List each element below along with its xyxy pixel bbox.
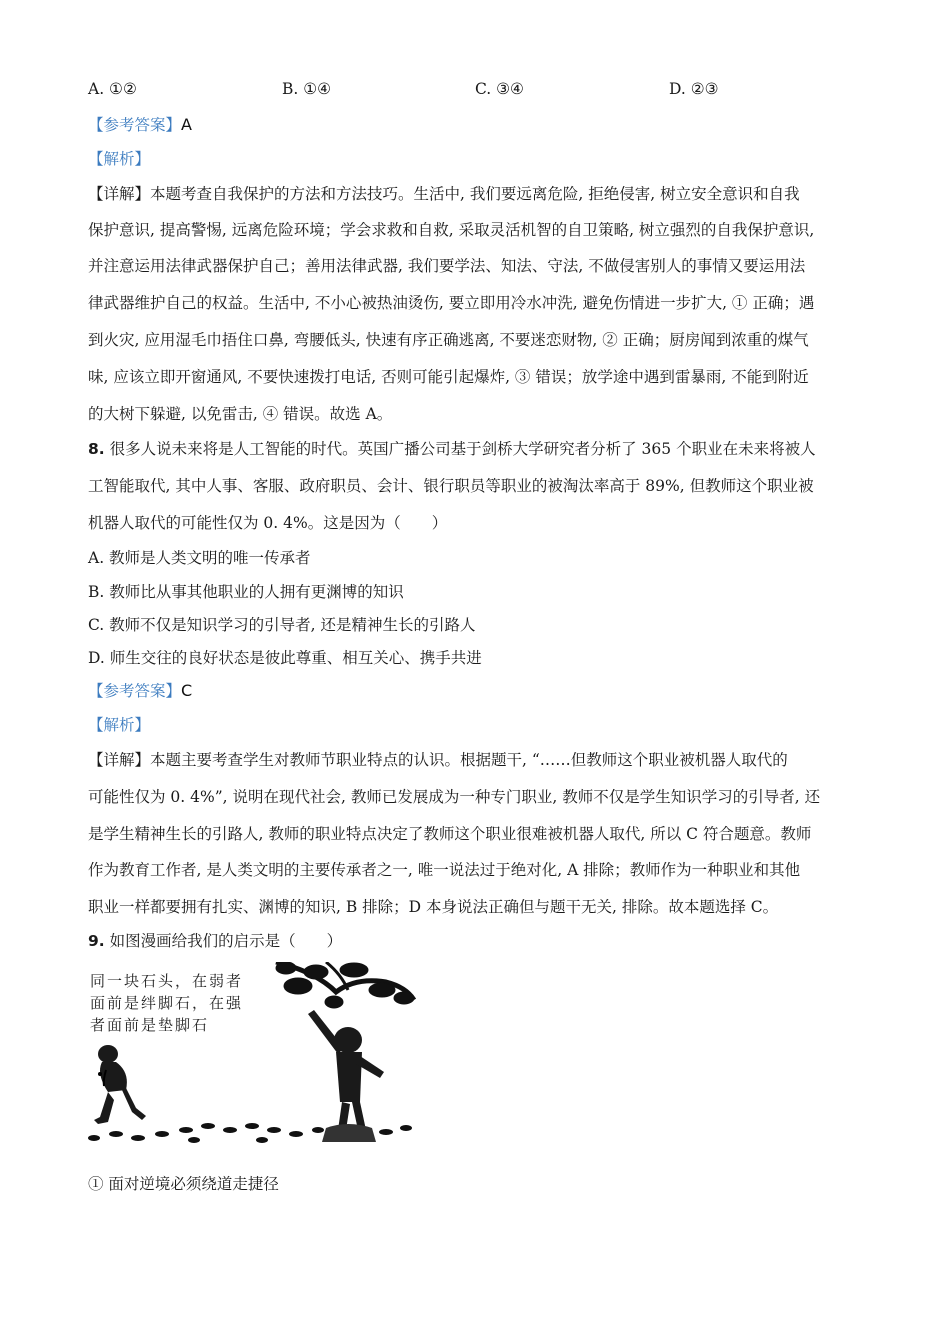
q8-option-b: B. 教师比从事其他职业的人拥有更渊博的知识 (88, 583, 404, 601)
q9-number: 9. (88, 932, 105, 950)
comic-illustration (86, 962, 416, 1147)
q7-detail-line: 的大树下躲避, 以免雷击, ④ 错误。故选 A。 (88, 405, 393, 423)
q7-detail-line: 并注意运用法律武器保护自己；善用法律武器, 我们要学法、知法、守法, 不做侵害别人的事情又要运用法 (88, 257, 806, 275)
q8-stem-line (88, 437, 816, 461)
q7-detail-line: 律武器维护自己的权益。生活中, 不小心被热油烫伤, 要立即用冷水冲洗, 避免伤情进一步扩大, ① 正确；遇 (88, 294, 815, 312)
q7-detail-line: 味, 应该立即开窗通风, 不要快速拨打电话, 否则可能引起爆炸, ③ 错误；放学途中遇到雷暴雨, 不能到附近 (88, 368, 809, 386)
answer-tag: 【参考答案】 (88, 116, 182, 134)
q8-stem-text: 很多人说未来将是人工智能的时代。英国广播公司基于剑桥大学研究者分析了 365 个职业在未来将被人 (109, 440, 816, 458)
q8-detail-line: 职业一样都要拥有扎实、渊博的知识, B 排除；D 本身说法正确但与题干无关, 排除。故本题选择 C。 (88, 898, 779, 916)
q7-option-a: A. ①② (88, 80, 137, 98)
q8-answer: C (181, 681, 193, 700)
weak-person-figure (94, 1045, 146, 1124)
q9-stem-text: 如图漫画给我们的启示是（ ） (109, 932, 343, 950)
q7-answer-line (88, 113, 192, 137)
answer-tag: 【参考答案】 (88, 682, 182, 700)
q8-answer-line (88, 679, 192, 703)
strong-person-figure (308, 1010, 384, 1142)
q7-analysis-tag: 【解析】 (88, 150, 151, 168)
q8-detail-line: 是学生精神生长的引路人, 教师的职业特点决定了教师这个职业很难被机器人取代, 所以 C 符合题意。教师 (88, 825, 812, 843)
q9-option-1: ① 面对逆境必须绕道走捷径 (88, 1175, 279, 1193)
q8-option-a: A. 教师是人类文明的唯一传承者 (88, 549, 311, 567)
q7-detail-line: 保护意识, 提高警惕, 远离危险环境；学会求救和自救, 采取灵活机智的自卫策略, 树立强烈的自我保护意识, (88, 221, 815, 239)
q8-option-c: C. 教师不仅是知识学习的引导者, 还是精神生长的引路人 (88, 616, 476, 634)
q8-number: 8. (88, 440, 105, 458)
q7-option-c: C. ③④ (475, 80, 524, 98)
comic-caption-line: 同一块石头，在弱者 (90, 972, 244, 990)
comic-caption-line: 面前是绊脚石，在强 (90, 994, 244, 1012)
comic-caption-line: 者面前是垫脚石 (90, 1016, 210, 1034)
q8-stem-line: 机器人取代的可能性仅为 0. 4%。这是因为（ ） (88, 514, 448, 532)
q8-detail-line: 【详解】本题主要考查学生对教师节职业特点的认识。根据题干, “……但教师这个职业被机器人取代的 (88, 751, 788, 769)
q8-detail-line: 作为教育工作者, 是人类文明的主要传承者之一, 唯一说法过于绝对化, A 排除；教师作为一种职业和其他 (88, 861, 801, 879)
comic-drawing (86, 962, 416, 1147)
q8-analysis-tag: 【解析】 (88, 716, 151, 734)
q7-options (88, 80, 868, 104)
q8-option-d: D. 师生交往的良好状态是彼此尊重、相互关心、携手共进 (88, 649, 482, 667)
q7-detail-line: 【详解】本题考查自我保护的方法和方法技巧。生活中, 我们要远离危险, 拒绝侵害, 树立安全意识和自我 (88, 185, 800, 203)
q7-detail-line: 到火灾, 应用湿毛巾捂住口鼻, 弯腰低头, 快速有序正确逃离, 不要迷恋财物, ② 正确；厨房闻到浓重的煤气 (88, 331, 809, 349)
q8-stem-line: 工智能取代, 其中人事、客服、政府职员、会计、银行职员等职业的被淘汰率高于 89%, 但教师这个职业被 (88, 477, 814, 495)
q8-detail-line: 可能性仅为 0. 4%”, 说明在现代社会, 教师已发展成为一种专门职业, 教师不仅是学生知识学习的引导者, 还 (88, 788, 821, 806)
q7-option-b: B. ①④ (282, 80, 332, 98)
q9-stem-line (88, 929, 342, 953)
q7-answer: A (181, 115, 192, 134)
q7-option-d: D. ②③ (669, 80, 719, 98)
tree-branch (276, 962, 414, 1008)
